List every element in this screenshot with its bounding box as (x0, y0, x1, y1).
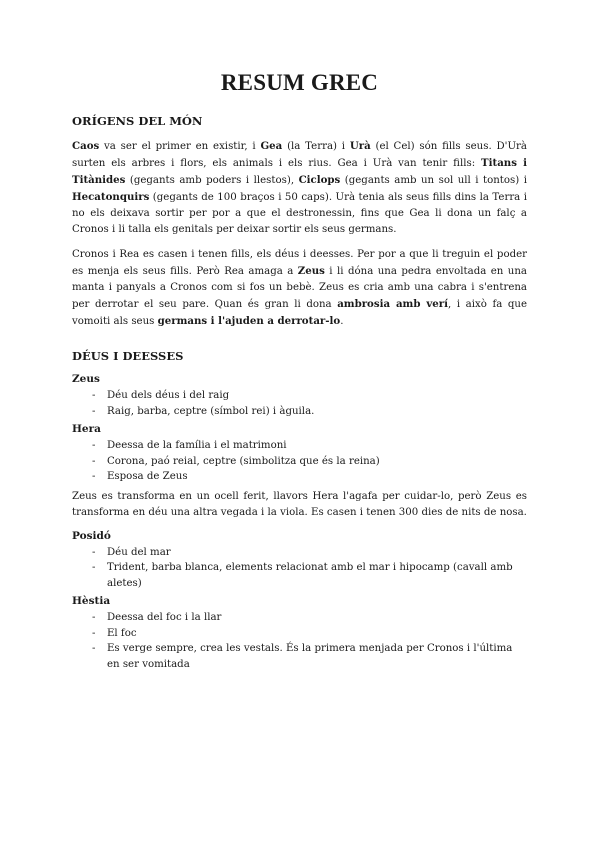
list-item: - El foc (92, 626, 527, 642)
list-item: - Déu del mar (92, 545, 527, 561)
god-name-hestia: Hèstia (72, 595, 111, 607)
hestia-list (72, 610, 527, 672)
section-heading-origins: ORÍGENS DEL MÓN (72, 114, 203, 128)
paragraph-hera: Zeus es transforma en un ocell ferit, llavors Hera l'agafa per cuidar-lo, però Zeus es transforma en déu una altra vegada i la viola. Es casen i tenen 300 dies de nits de nosa. (72, 490, 527, 518)
hera-list (72, 438, 527, 485)
zeus-list (72, 388, 527, 419)
god-name-zeus: Zeus (72, 373, 100, 385)
god-name-hera: Hera (72, 423, 101, 435)
list-item: - Corona, paó reial, ceptre (simbolitza que és la reina) (92, 454, 527, 470)
section-heading-gods: DÉUS I DEESSES (72, 349, 184, 363)
page-title: RESUM GREC (220, 70, 379, 95)
paragraph-origins-1: Caos va ser el primer en existir, i Gea (la Terra) i Urà (el Cel) són fills seus. D'Urà surten els arbres i flors, els animals i els rius. Gea i Urà van tenir fills: Titans i Titànides (gegants amb poders i llestos), Ciclops (gegants amb un sol ull i tontos) i Hecatonquirs (gegants de 100 braços i 50 caps). Urà tenia als seus fills dins la Terra i no els deixava sortir per por a que el destronessin, fins que Gea li dona un falç a Cronos i li talla els genitals per deixar sortir els seus germans. (72, 140, 528, 235)
list-item: - Deessa de la família i el matrimoni (92, 438, 527, 454)
list-item: - Esposa de Zeus (92, 469, 527, 485)
list-item: - Déu dels déus i del raig (92, 388, 527, 404)
god-name-posido: Posidó (72, 529, 111, 542)
document-page (72, 70, 527, 676)
posido-list (72, 545, 527, 592)
list-item: - Trident, barba blanca, elements relacionat amb el mar i hipocamp (cavall amb aletes) (92, 560, 527, 591)
list-item: - Deessa del foc i la llar (92, 610, 527, 626)
list-item: - Es verge sempre, crea les vestals. És la primera menjada per Cronos i l'última en ser vomitada (92, 641, 527, 672)
paragraph-origins-2: Cronos i Rea es casen i tenen fills, els déus i deesses. Per por a que li treguin el poder es menja els seus fills. Però Rea amaga a Zeus i li dóna una pedra envoltada en una manta i panyals a Cronos com si fos un bebè. Zeus es cria amb una cabra i s'entrena per derrotar el seu pare. Quan és gran li dona ambrosia amb verí, i això fa que vomoiti als seus germans i l'ajuden a derrotar-lo. (72, 249, 528, 327)
list-item: - Raig, barba, ceptre (símbol rei) i àguila. (92, 404, 527, 420)
